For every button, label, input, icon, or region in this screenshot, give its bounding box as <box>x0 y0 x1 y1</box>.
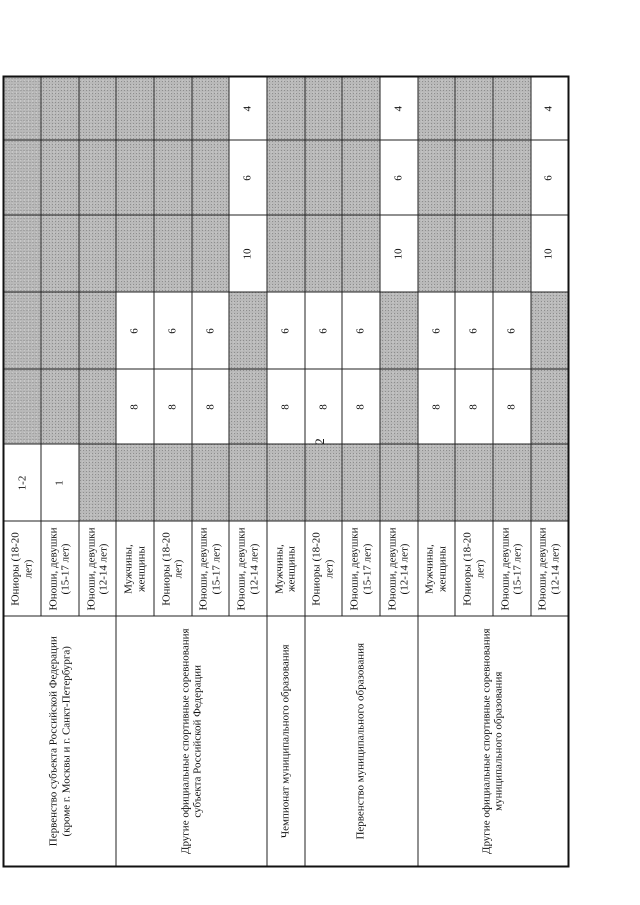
shaded-empty-cell <box>418 445 456 522</box>
age-group-cell: Юноши, девушки (12-14 лет) <box>79 522 117 617</box>
age-group-cell: Юноши, девушки (12-14 лет) <box>229 522 267 617</box>
table-row <box>4 77 42 867</box>
shaded-empty-cell <box>531 445 569 522</box>
shaded-empty-cell <box>455 141 493 216</box>
shaded-empty-cell <box>493 77 531 141</box>
shaded-empty-cell <box>305 216 343 293</box>
shaded-empty-cell <box>192 445 230 522</box>
shaded-empty-cell <box>267 216 305 293</box>
age-group-cell: Мужчины, женщины <box>267 522 305 617</box>
shaded-empty-cell <box>116 216 154 293</box>
value-cell: 8 <box>116 370 154 445</box>
age-group-cell: Мужчины, женщины <box>116 522 154 617</box>
age-group-cell: Юниоры (18-20 лет) <box>4 522 42 617</box>
shaded-empty-cell <box>455 445 493 522</box>
shaded-empty-cell <box>41 77 79 141</box>
age-group-cell: Юноши, девушки (12-14 лет) <box>531 522 569 617</box>
value-cell: 4 <box>531 77 569 141</box>
value-cell: 8 <box>267 370 305 445</box>
shaded-empty-cell <box>116 445 154 522</box>
shaded-empty-cell <box>229 445 267 522</box>
value-cell: 6 <box>380 141 418 216</box>
value-cell: 6 <box>342 293 380 370</box>
shaded-empty-cell <box>79 77 117 141</box>
shaded-empty-cell <box>342 445 380 522</box>
shaded-empty-cell <box>41 370 79 445</box>
competition-cell: Первенство муниципального образования <box>305 617 418 867</box>
table-row <box>116 77 154 867</box>
shaded-empty-cell <box>192 141 230 216</box>
value-cell: 6 <box>493 293 531 370</box>
value-cell: 8 <box>192 370 230 445</box>
shaded-empty-cell <box>531 293 569 370</box>
value-cell: 8 <box>305 370 343 445</box>
age-group-cell: Юноши, девушки (15-17 лет) <box>41 522 79 617</box>
value-cell: 8 <box>342 370 380 445</box>
shaded-empty-cell <box>41 293 79 370</box>
shaded-empty-cell <box>4 216 42 293</box>
age-group-cell: Юноши, девушки (15-17 лет) <box>342 522 380 617</box>
shaded-empty-cell <box>79 141 117 216</box>
shaded-empty-cell <box>305 77 343 141</box>
shaded-empty-cell <box>305 445 343 522</box>
shaded-empty-cell <box>79 370 117 445</box>
competition-cell: Первенство субъекта Российской Федерации (кроме г. Москвы и г. Санкт-Петербурга) <box>4 617 117 867</box>
table-row <box>267 77 305 867</box>
shaded-empty-cell <box>41 141 79 216</box>
shaded-empty-cell <box>229 370 267 445</box>
value-cell: 6 <box>267 293 305 370</box>
value-cell: 10 <box>380 216 418 293</box>
shaded-empty-cell <box>4 77 42 141</box>
age-group-cell: Юноши, девушки (15-17 лет) <box>192 522 230 617</box>
shaded-empty-cell <box>4 141 42 216</box>
shaded-empty-cell <box>342 77 380 141</box>
value-cell: 6 <box>305 293 343 370</box>
shaded-empty-cell <box>342 216 380 293</box>
shaded-empty-cell <box>154 445 192 522</box>
age-group-cell: Юниоры (18-20 лет) <box>455 522 493 617</box>
competition-cell: Чемпионат муниципального образования <box>267 617 305 867</box>
value-cell: 6 <box>418 293 456 370</box>
standards-table <box>3 76 570 868</box>
shaded-empty-cell <box>380 370 418 445</box>
shaded-empty-cell <box>154 77 192 141</box>
competition-cell: Другие официальные спортивные соревнования муниципального образования <box>418 617 569 867</box>
value-cell: 6 <box>455 293 493 370</box>
shaded-empty-cell <box>41 216 79 293</box>
age-group-cell: Юниоры (18-20 лет) <box>154 522 192 617</box>
shaded-empty-cell <box>267 445 305 522</box>
shaded-empty-cell <box>418 141 456 216</box>
shaded-empty-cell <box>154 216 192 293</box>
value-cell: 10 <box>229 216 267 293</box>
shaded-empty-cell <box>4 293 42 370</box>
value-cell: 6 <box>531 141 569 216</box>
shaded-empty-cell <box>493 445 531 522</box>
shaded-empty-cell <box>154 141 192 216</box>
table-body <box>4 77 569 867</box>
value-cell: 6 <box>229 141 267 216</box>
shaded-empty-cell <box>79 216 117 293</box>
rotated-table-wrapper <box>3 78 568 868</box>
shaded-empty-cell <box>418 216 456 293</box>
value-cell: 8 <box>418 370 456 445</box>
shaded-empty-cell <box>493 141 531 216</box>
age-group-cell: Юниоры (18-20 лет) <box>305 522 343 617</box>
shaded-empty-cell <box>418 77 456 141</box>
shaded-empty-cell <box>192 216 230 293</box>
shaded-empty-cell <box>531 370 569 445</box>
table-row <box>418 77 456 867</box>
value-cell: 8 <box>493 370 531 445</box>
shaded-empty-cell <box>267 141 305 216</box>
competition-cell: Другие официальные спортивные соревнования субъекта Российской Федерации <box>116 617 267 867</box>
shaded-empty-cell <box>267 77 305 141</box>
table-row <box>305 77 343 867</box>
value-cell: 8 <box>154 370 192 445</box>
shaded-empty-cell <box>455 216 493 293</box>
value-cell: 1 <box>41 445 79 522</box>
age-group-cell: Юноши, девушки (12-14 лет) <box>380 522 418 617</box>
value-cell: 6 <box>154 293 192 370</box>
value-cell: 4 <box>380 77 418 141</box>
shaded-empty-cell <box>342 141 380 216</box>
shaded-empty-cell <box>455 77 493 141</box>
shaded-empty-cell <box>305 141 343 216</box>
shaded-empty-cell <box>4 370 42 445</box>
value-cell: 1-2 <box>4 445 42 522</box>
shaded-empty-cell <box>116 77 154 141</box>
shaded-empty-cell <box>380 445 418 522</box>
value-cell: 6 <box>116 293 154 370</box>
value-cell: 10 <box>531 216 569 293</box>
shaded-empty-cell <box>116 141 154 216</box>
shaded-empty-cell <box>79 445 117 522</box>
value-cell: 4 <box>229 77 267 141</box>
age-group-cell: Юноши, девушки (15-17 лет) <box>493 522 531 617</box>
shaded-empty-cell <box>192 77 230 141</box>
shaded-empty-cell <box>380 293 418 370</box>
value-cell: 8 <box>455 370 493 445</box>
age-group-cell: Мужчины, женщины <box>418 522 456 617</box>
shaded-empty-cell <box>493 216 531 293</box>
shaded-empty-cell <box>79 293 117 370</box>
shaded-empty-cell <box>229 293 267 370</box>
value-cell: 6 <box>192 293 230 370</box>
